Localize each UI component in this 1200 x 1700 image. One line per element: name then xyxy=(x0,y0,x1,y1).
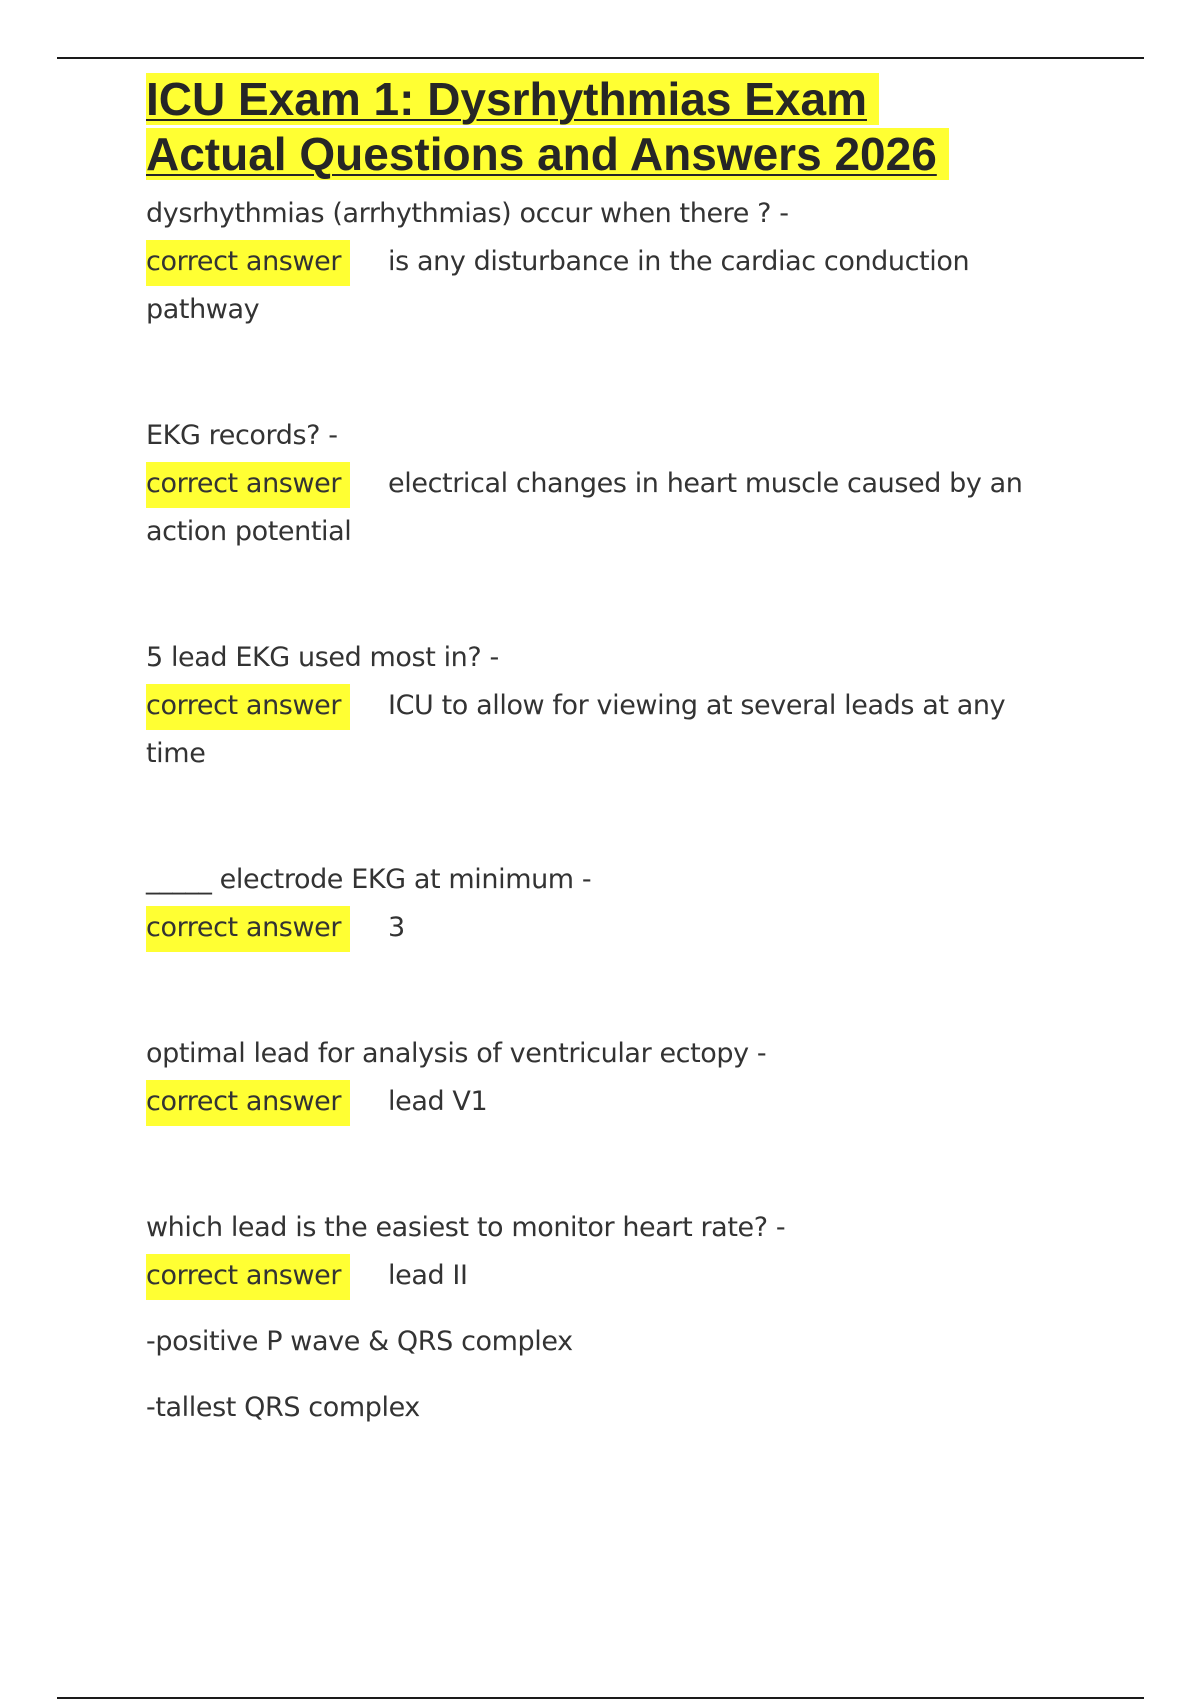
answer-continuation: time xyxy=(146,738,206,769)
correct-answer-label: correct answer xyxy=(146,1080,350,1126)
qa-item xyxy=(146,1030,1086,1126)
answer-line xyxy=(146,1078,1086,1126)
qa-item xyxy=(146,1204,1086,1432)
answer-continuation: pathway xyxy=(146,294,260,325)
correct-answer-label: correct answer xyxy=(146,1254,350,1300)
answer-line xyxy=(146,238,1086,286)
correct-answer-label: correct answer xyxy=(146,240,350,286)
question-text: 5 lead EKG used most in? - xyxy=(146,642,499,673)
qa-item xyxy=(146,190,1086,334)
answer-text: lead II xyxy=(388,1260,468,1291)
question-text: which lead is the easiest to monitor heart rate? - xyxy=(146,1212,786,1243)
question-text: _____ electrode EKG at minimum - xyxy=(146,864,592,895)
question-text: EKG records? - xyxy=(146,420,338,451)
title-line-1: ICU Exam 1: Dysrhythmias Exam xyxy=(146,73,879,125)
answer-text: is any disturbance in the cardiac conduction xyxy=(388,246,970,277)
question-text: optimal lead for analysis of ventricular ectopy - xyxy=(146,1038,767,1069)
qa-item xyxy=(146,412,1086,556)
question-text: dysrhythmias (arrhythmias) occur when there ? - xyxy=(146,198,789,229)
bottom-rule xyxy=(57,1697,1144,1699)
correct-answer-label: correct answer xyxy=(146,462,350,508)
correct-answer-label: correct answer xyxy=(146,906,350,952)
answer-line xyxy=(146,1252,1086,1300)
answer-text: ICU to allow for viewing at several leads at any xyxy=(388,690,1006,721)
top-rule xyxy=(57,57,1144,59)
answer-line xyxy=(146,460,1086,508)
document-title xyxy=(146,72,1086,182)
answer-note: -positive P wave & QRS complex xyxy=(146,1326,573,1357)
answer-line xyxy=(146,904,1086,952)
answer-note: -tallest QRS complex xyxy=(146,1392,420,1423)
answer-line xyxy=(146,682,1086,730)
qa-item xyxy=(146,856,1086,952)
answer-text: lead V1 xyxy=(388,1086,488,1117)
answer-continuation: action potential xyxy=(146,516,352,547)
answer-text: electrical changes in heart muscle caused by an xyxy=(388,468,1023,499)
qa-list xyxy=(146,190,1086,1432)
answer-text: 3 xyxy=(388,912,405,943)
document-body xyxy=(146,72,1086,1432)
qa-item xyxy=(146,634,1086,778)
correct-answer-label: correct answer xyxy=(146,684,350,730)
title-line-2: Actual Questions and Answers 2026 xyxy=(146,128,949,180)
